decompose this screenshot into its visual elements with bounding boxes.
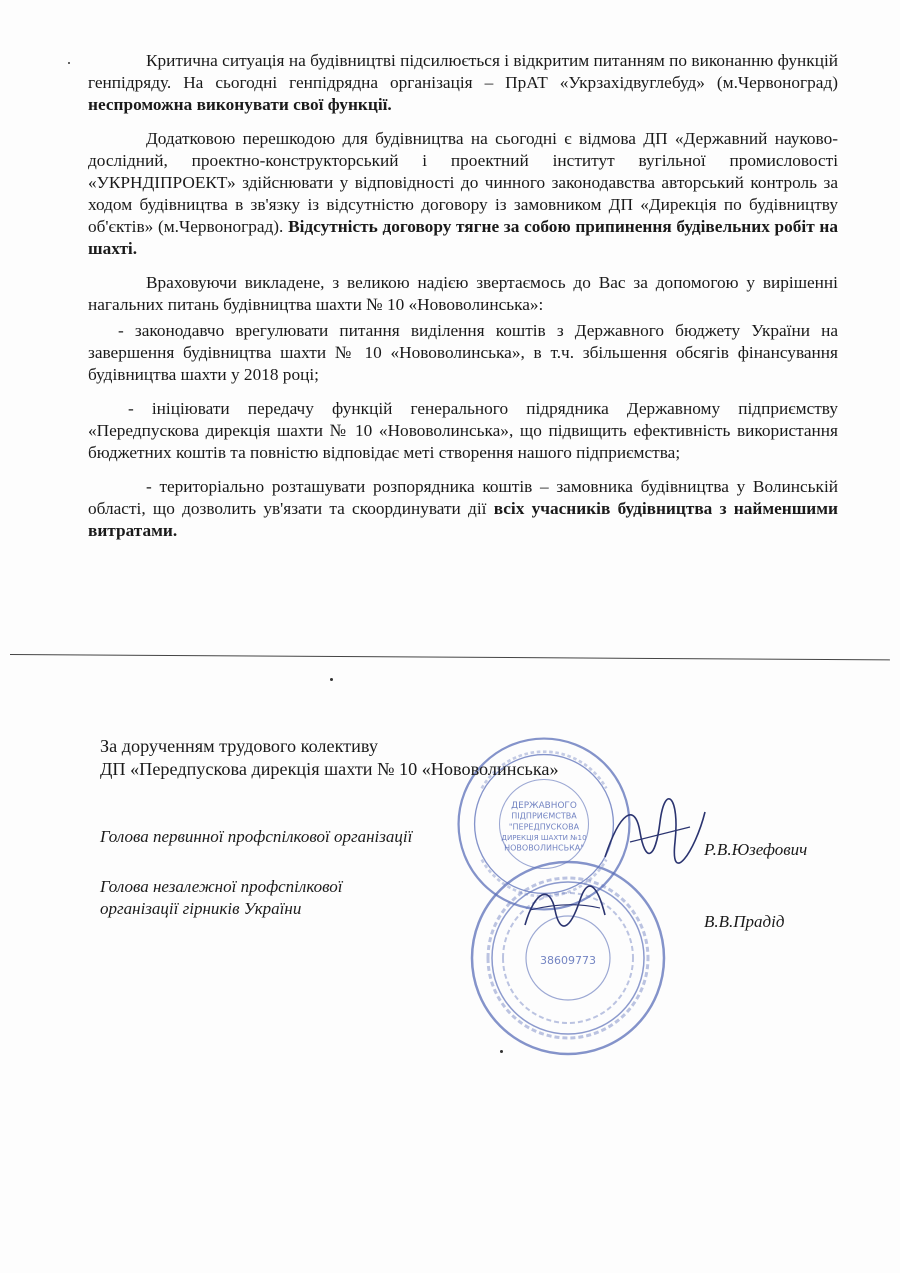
signatory-name-1: Р.В.Юзефович [704, 840, 808, 859]
paragraph-appeal: Враховуючи викладене, з великою надією звертаємось до Вас за допомогою у вирішенні нагальних питань будівництва шахти № 10 «Нововолинська»: [88, 273, 838, 314]
paragraph-genpidriad-text: Критична ситуація на будівництві підсилюється і відкритим питанням по виконанню функцій генпідряду. На сьогодні генпідрядна організація – ПрАТ «Укрзахідвуглебуд» (м.Червоноград) [88, 51, 838, 92]
letter-body [88, 50, 838, 554]
collective-line-2: ДП «Передпускова дирекція шахти № 10 «Нововолинська» [100, 759, 559, 779]
signatory-role-2 [100, 876, 343, 920]
signatory-role-1: Голова первинної профспілкової організації [100, 827, 413, 846]
seal-line-2: ПІДПРИЄМСТВА [511, 811, 577, 821]
signature-pradid [520, 880, 610, 940]
seal-line-3: "ПЕРЕДПУСКОВА [508, 822, 580, 832]
signature-yuzefovych [600, 792, 710, 872]
paragraph-genpidriad [88, 50, 838, 116]
paragraph-genpidriad-bold: неспроможна виконувати свої функції. [88, 95, 392, 114]
separator-line [10, 654, 890, 660]
role-2-line-1: Голова незалежної профспілкової [100, 877, 343, 896]
signature-collective [100, 735, 559, 781]
seal-code: 38609773 [540, 954, 596, 967]
seal-line-4: ДИРЕКЦІЯ ШАХТИ №10 [501, 833, 587, 843]
signatory-name-2: В.В.Прадід [704, 912, 785, 931]
scan-speck [330, 678, 333, 681]
bullet-territorial-bold: всіх учасників будівництва з найменшими витратами. [88, 499, 838, 540]
role-2-line-2: організації гірників України [100, 899, 302, 918]
paragraph-ukrndiproekt [88, 128, 838, 260]
seal-line-1: ДЕРЖАВНОГО [511, 800, 577, 811]
paragraph-ukrndiproekt-text: Додатковою перешкодою для будівництва на сьогодні є відмова ДП «Державний науково-дослідний, проектно-конструкторський і проектний інститут вугільної промисловості «УКРНДІПРОЕКТ» здійснювати у відповідності до чинного законодавства авторський контроль за ходом будівництва в зв'язку із відсутністю договору із замовником ДП «Дирекція по будівництву об'єктів» (м.Червоноград). [88, 129, 838, 236]
bullet-budget: - законодавчо врегулювати питання виділення коштів з Державного бюджету України на завершення будівництва шахти № 10 «Нововолинська», в т.ч. збільшення обсягів фінансування будівництва шахти у 2018 році; [88, 321, 838, 384]
bullet-territorial-text: - територіально розташувати розпорядника коштів – замовника будівництва у Волинській області, що дозволить ув'язати та скоординувати дії [88, 477, 838, 518]
collective-line-1: За дорученням трудового колективу [100, 736, 378, 756]
bullet-general-contractor: - ініціювати передачу функцій генерального підрядника Державному підприємству «Передпускова дирекція шахти № 10 «Нововолинська», що підвищить ефективність використання бюджетних коштів та повністю відповідає меті створення нашого підприємства; [88, 399, 838, 462]
bullet-territorial [88, 476, 838, 542]
paragraph-ukrndiproekt-bold: Відсутність договору тягне за собою припинення будівельних робіт на шахті. [88, 217, 838, 258]
seal-line-5: НОВОВОЛИНСЬКА" [504, 843, 584, 853]
scan-speck [68, 62, 70, 64]
